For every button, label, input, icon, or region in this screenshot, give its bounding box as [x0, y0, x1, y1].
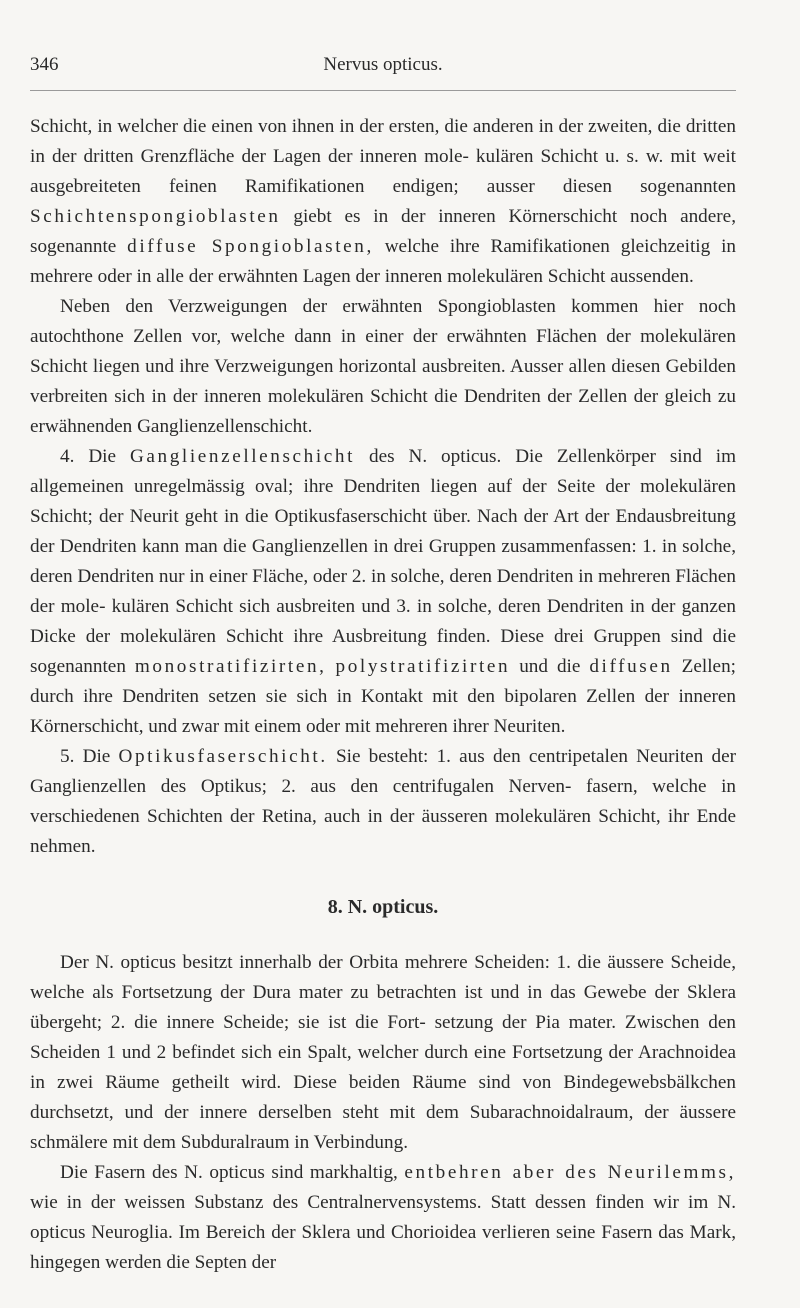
emphasis-term: entbehren aber des Neurilemms,	[404, 1162, 736, 1183]
paragraph-optikusfaserschicht: 5. Die Optikusfaserschicht. Sie besteht: 1. aus den centripetalen Neuriten der Ganglienzellen des Optikus; 2. aus den centrifugalen Nerven- fasern, welche in verschiedenen Schichten der Retina, auch in der äusseren molekulären Schicht, ihr Ende nehmen.	[30, 746, 736, 857]
emphasis-term: polystratifizirten	[335, 656, 511, 677]
paragraph-ganglienzellenschicht: 4. Die Ganglienzellenschicht des N. opticus. Die Zellenkörper sind im allgemeinen unregelmässig oval; ihre Dendriten liegen auf der Seite der molekulären Schicht; der Neurit geht in die Optikusfaserschicht über. Nach der Art der Endausbreitung der Dendriten kann man die Ganglienzellen in drei Gruppen zusammenfassen: 1. in solche, deren Dendriten nur in einer Fläche, oder 2. in solche, deren Dendriten in mehreren Flächen der mole- kulären Schicht sich ausbreiten und 3. in solche, deren Dendriten in der ganzen Dicke der molekulären Schicht ihre Ausbreitung finden. Diese drei Gruppen sind die sogenannten monostratifizirten, polystratifizirten und die diffusen Zellen; durch ihre Dendriten setzen sie sich in Kontakt mit den bipolaren Zellen der inneren Körnerschicht, und zwar mit einem oder mit mehreren ihrer Neuriten.	[30, 446, 736, 737]
emphasis-term: diffuse Spongioblasten,	[127, 236, 374, 257]
paragraph-scheiden: Der N. opticus besitzt innerhalb der Orbita mehrere Scheiden: 1. die äussere Scheide, welche als Fortsetzung der Dura mater zu betrachten ist und in das Gewebe der Sklera übergeht; 2. die innere Scheide; sie ist die Fort- setzung der Pia mater. Zwischen den Scheiden 1 und 2 befindet sich ein Spalt, welcher durch eine Fortsetzung der Arachnoidea in zwei Räume getheilt wird. Diese beiden Räume sind von Bindegewebsbälkchen durchsetzt, und der innere derselben steht mit dem Subarachnoidalraum, der äussere schmälere mit dem Subduralraum in Verbindung.	[30, 952, 736, 1153]
emphasis-term: Optikusfaserschicht.	[118, 746, 328, 767]
section-heading: 8. N. opticus.	[327, 896, 439, 918]
running-title: Nervus opticus.	[323, 54, 443, 75]
page-header	[30, 50, 736, 91]
paragraph-autochthone-zellen: Neben den Verzweigungen der erwähnten Spongioblasten kommen hier noch autochthone Zellen vor, welche dann in einer der erwähnten Flächen der molekulären Schicht liegen und ihre Verzweigungen horizontal ausbreiten. Ausser allen diesen Gebilden verbreiten sich in der inneren molekulären Schicht die Dendriten der Zellen der gleich zu erwähnenden Ganglienzellenschicht.	[30, 296, 736, 437]
paragraph-spongioblasts: Schicht, in welcher die einen von ihnen in der ersten, die anderen in der zweiten, die dritten in der dritten Grenzfläche der Lagen der inneren mole- kulären Schicht u. s. w. mit weit ausgebreiteten feinen Ramifikationen endigen; ausser diesen sogenannten Schichtenspongioblasten giebt es in der inneren Körnerschicht noch andere, sogenannte diffuse Spongioblasten, welche ihre Ramifikationen gleichzeitig in mehrere oder in alle der erwähnten Lagen der inneren molekulären Schicht aussenden.	[30, 116, 736, 287]
emphasis-term: Ganglienzellenschicht	[129, 446, 356, 467]
emphasis-term: diffusen	[589, 656, 673, 677]
emphasis-term: monostratifizirten,	[134, 656, 327, 677]
emphasis-term: Schichtenspongioblasten	[30, 206, 281, 227]
body-text	[30, 112, 736, 1278]
paragraph-fasern: Die Fasern des N. opticus sind markhaltig, entbehren aber des Neurilemms, wie in der weissen Substanz des Centralnervensystems. Statt dessen finden wir im N. opticus Neuroglia. Im Bereich der Sklera und Chorioidea verlieren seine Fasern das Mark, hingegen werden die Septen der	[30, 1162, 736, 1273]
page-number: 346	[30, 54, 59, 75]
